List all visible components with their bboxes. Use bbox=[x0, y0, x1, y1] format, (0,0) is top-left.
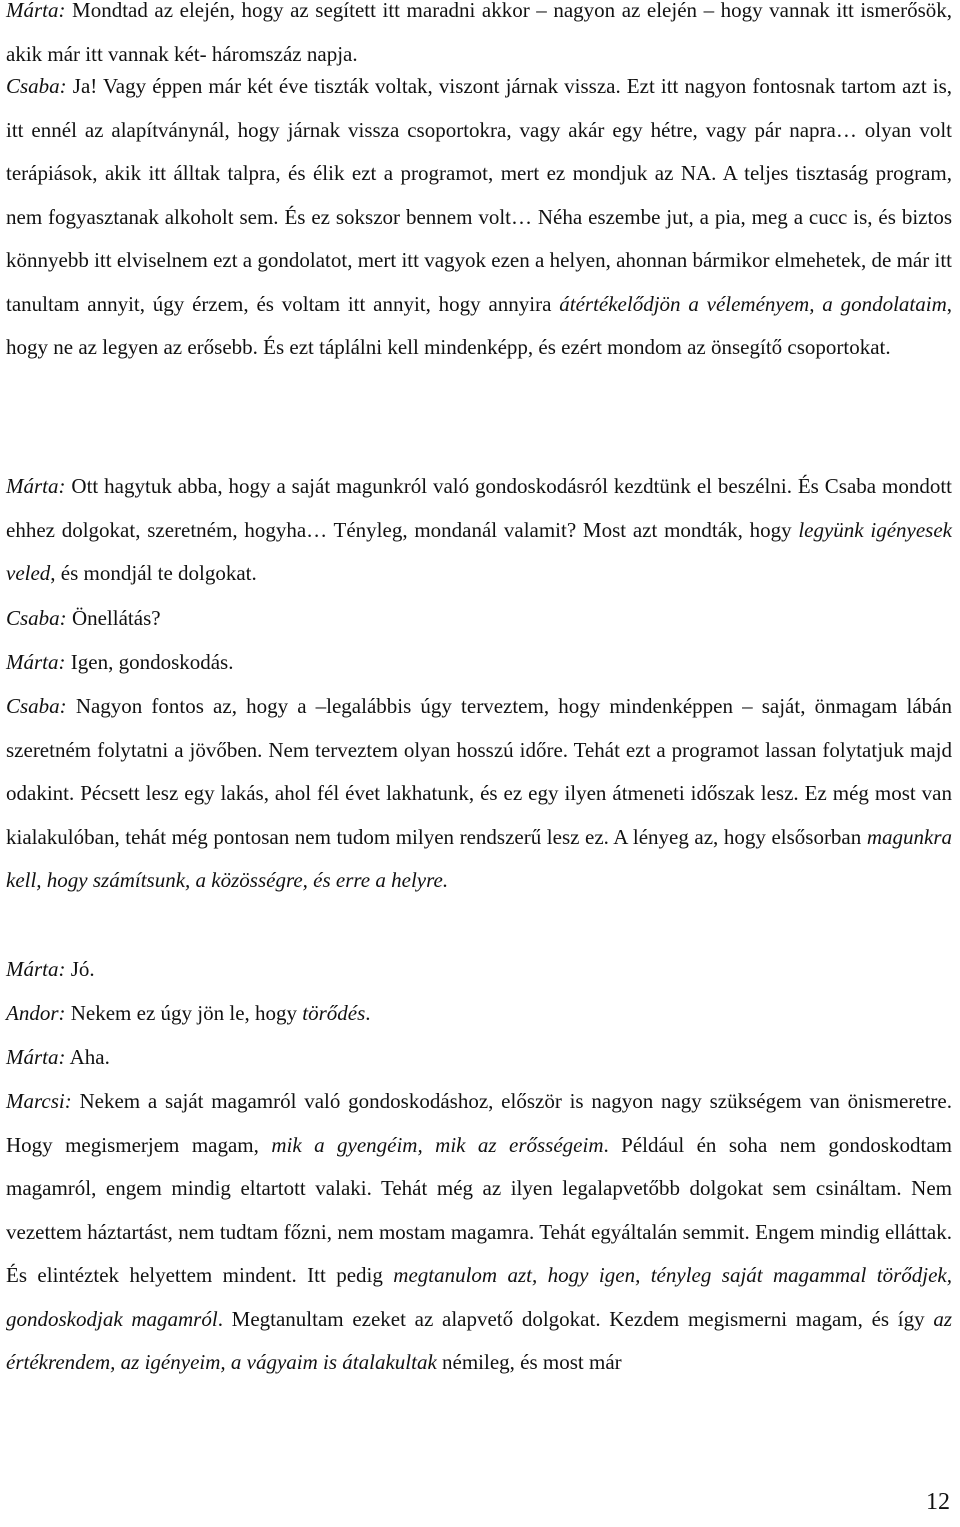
speaker-label: Csaba: bbox=[6, 694, 67, 718]
paragraph-text: , és mondjál te dolgokat. bbox=[50, 561, 257, 585]
paragraph bbox=[6, 597, 952, 641]
italic-text: törődés bbox=[302, 1001, 366, 1025]
paragraph-text: Ott hagytuk abba, hogy a saját magunkról való gondoskodásról kezdtünk el beszélni. És Csaba mondott ehhez dolgokat, szeretném, hogyha… Tényleg, mondanál valamit? Most azt mondták, hogy bbox=[6, 474, 952, 542]
speaker-label: Márta: bbox=[6, 474, 66, 498]
speaker-label: Csaba: bbox=[6, 606, 67, 630]
paragraph-text: Nekem a saját magamról való gondoskodáshoz, először is nagyon nagy szükségem van önismeretre. Hogy megismerjem magam, bbox=[6, 1089, 952, 1157]
paragraph bbox=[6, 1080, 952, 1385]
paragraph-text: . Például én soha nem gondoskodtam magamról, engem mindig eltartott valaki. Tehát még az ilyen legalapvetőbb dolgokat sem csináltam. Nem vezettem háztartást, nem tudtam főzni, nem mostam magamra. Tehát egyáltalán semmit. Engem mindig elláttak. És elintéztek helyettem mindent. Itt pedig bbox=[6, 1132, 953, 1287]
paragraph-text: némileg, és most már bbox=[436, 1350, 622, 1374]
speaker-label: Márta: bbox=[6, 650, 66, 674]
paragraph-text: Önellátás? bbox=[66, 606, 161, 630]
paragraph bbox=[6, 465, 952, 596]
speaker-label: Csaba: bbox=[6, 74, 67, 98]
paragraph-text: . bbox=[365, 1001, 371, 1025]
paragraph bbox=[6, 992, 952, 1036]
italic-text: mik a gyengéim, mik az erősségeim bbox=[271, 1132, 604, 1157]
speaker-label: Andor: bbox=[6, 1001, 66, 1025]
page-number: 12 bbox=[926, 1489, 950, 1515]
speaker-label: Márta: bbox=[6, 1045, 66, 1069]
paragraph-text: Mondtad az elején, hogy az segített itt maradni akkor – nagyon az elején – hogy vannak itt ismerősök, akik már itt vannak két- háromszáz napja. bbox=[6, 0, 952, 66]
paragraph-text: Igen, gondoskodás. bbox=[65, 650, 234, 674]
paragraph-text: Nagyon fontos az, hogy a –legalábbis úgy terveztem, hogy mindenképpen – saját, önmagam lábán szeretném folytatni a jövőben. Nem terveztem olyan hosszú időre. Tehát ezt a programot lassan folytatjuk majd odakint. Pécsett lesz egy lakás, ahol fél évet lakhatunk, és ez egy ilyen átmeneti időszak lesz. Ez még most van kialakulóban, tehát még pontosan nem tudom milyen rendszerű lesz ez. A lényeg az, hogy elsősorban bbox=[6, 694, 952, 849]
paragraph-text: . Megtanultam ezeket az alapvető dolgokat. Kezdem megismerni magam, és így bbox=[217, 1306, 934, 1331]
italic-text: az értékrendem, az igényeim, a vágyaim is átalakultak bbox=[6, 1306, 952, 1374]
paragraph-text: Aha. bbox=[65, 1045, 110, 1069]
paragraph bbox=[6, 948, 952, 992]
paragraph bbox=[6, 1036, 952, 1080]
paragraph bbox=[6, 65, 952, 370]
paragraph-text: Nekem ez úgy jön le, hogy bbox=[65, 1001, 303, 1025]
italic-text: magunkra kell, hogy számítsunk, a közösségre, és erre a helyre. bbox=[6, 824, 952, 892]
speaker-label: Márta: bbox=[6, 957, 66, 981]
paragraph-text: , hogy ne az legyen az erősebb. És ezt táplálni kell mindenképp, és ezért mondom az önsegítő csoportokat. bbox=[6, 291, 952, 359]
italic-text: megtanulom azt, hogy igen, tényleg saját magammal törődjek, gondoskodjak magamról bbox=[6, 1263, 952, 1331]
paragraph-text: Ja! Vagy éppen már két éve tiszták voltak, viszont járnak vissza. Ezt itt nagyon fontosnak tartom azt is, itt ennél az alapítványnál, hogy járnak vissza csoportokra, vagy akár egy hétre, vagy pár napra… olyan volt terápiások, akik itt álltak talpra, és élik ezt a programot, mert ez mondjuk az NA. A teljes tisztaság program, nem fogyasztanak alkoholt sem. És ez sokszor bennem volt… Néha eszembe jut, a pia, meg a cucc is, és biztos könnyebb itt elviselnem ezt a gondolatot, mert itt vagyok ezen a helyen, ahonnan bármikor elmehetek, de már itt tanultam annyit, úgy érzem, és voltam itt annyit, hogy annyira bbox=[6, 74, 952, 316]
italic-text: legyünk igényesek veled bbox=[6, 517, 952, 585]
italic-text: átértékelődjön a véleményem, a gondolataim bbox=[559, 291, 947, 316]
paragraph bbox=[6, 685, 952, 903]
speaker-label: Marcsi: bbox=[6, 1089, 72, 1113]
paragraph bbox=[6, 641, 952, 685]
paragraph-text: Jó. bbox=[65, 957, 95, 981]
speaker-label: Márta: bbox=[6, 0, 66, 22]
